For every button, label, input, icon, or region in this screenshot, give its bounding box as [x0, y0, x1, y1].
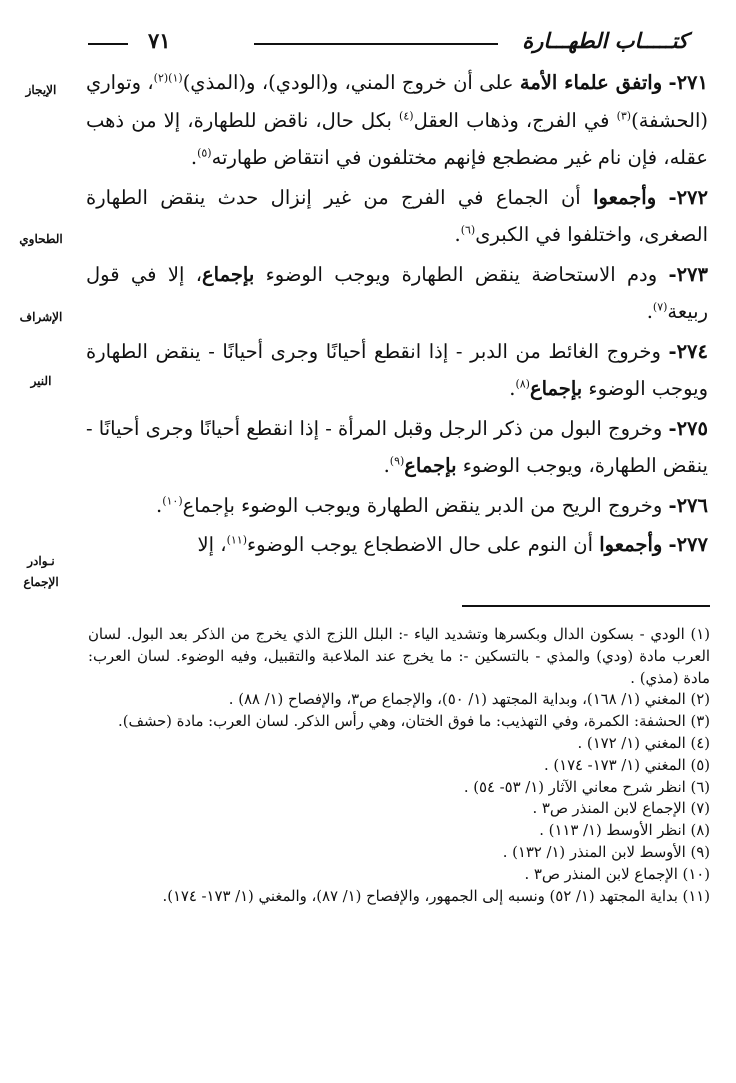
- paragraph-bold: بإجماع: [529, 377, 583, 400]
- paragraph-lead: واتفق علماء الأمة: [519, 71, 663, 94]
- paragraph-text: وخروج الغائط من الدبر - إذا انقطع أحيانًا وجرى أحيانًا - ينقض الطهارة ويوجب الوضوء: [86, 339, 708, 400]
- paragraph-number: ٢٧٣-: [668, 262, 708, 286]
- paragraph-lead: وأجمعوا: [599, 533, 663, 556]
- paragraph-number: ٢٧٦-: [668, 493, 708, 517]
- side-note-nayyir: النير: [30, 374, 52, 388]
- paragraph-text: أن النوم على حال الاضطجاع يوجب الوضوء: [247, 533, 600, 556]
- header-rule-short: [88, 43, 128, 45]
- paragraph-274: [86, 333, 708, 408]
- footnote-ref: (١)(٢): [153, 71, 183, 85]
- paragraph-271: [86, 64, 708, 177]
- footnote-ref: (٣): [616, 109, 632, 122]
- paragraph-277: [86, 526, 708, 564]
- footnote-7: (٧) الإجماع لابن المنذر ص٣ .: [532, 800, 710, 818]
- footnote-9: (٩) الأوسط لابن المنذر (١/ ١٣٢) .: [502, 843, 710, 861]
- footnote-ref: (٧): [652, 300, 668, 314]
- paragraph-bold: بإجماع: [404, 454, 457, 477]
- page-number: ٧١: [148, 28, 171, 53]
- side-note-ijma: الإجماع: [23, 575, 59, 589]
- paragraph-text: وخروج الريح من الدبر ينقض الطهارة ويوجب الوضوء بإجماع: [182, 493, 669, 517]
- footnote-10: (١٠) الإجماع لابن المنذر ص٣ .: [524, 865, 710, 883]
- paragraph-end: .: [454, 223, 461, 246]
- footnote-6: (٦) انظر شرح معاني الآثار (١/ ٥٣- ٥٤) .: [463, 778, 710, 796]
- paragraph-end: .: [190, 146, 198, 169]
- footnote-11: (١١) بداية المجتهد (١/ ٥٢) ونسبه إلى الجمهور، والإفصاح (١/ ٨٧)، والمغني (١/ ١٧٣- ١٧٤).: [162, 887, 710, 905]
- paragraph-number: ٢٧٥-: [668, 416, 708, 440]
- paragraph-end: .: [509, 377, 516, 400]
- page-header: [88, 24, 688, 58]
- footnote-4: (٤) المغني (١/ ١٧٢) .: [577, 734, 710, 752]
- paragraph-bold: بإجماع: [202, 262, 255, 286]
- paragraph-text: بكل حال، ناقض للطهارة، إلا من ذهب عقله، فإن نام غير مضطجع فإنهم مختلفون في انتقاض طهارته: [86, 108, 708, 169]
- paragraph-text: ، وتواري (الحشفة): [86, 71, 708, 132]
- side-note-ishraf: الإشراف: [19, 310, 63, 324]
- paragraph-text: في الفرج، وذهاب العقل: [413, 108, 617, 132]
- paragraph-276: [86, 487, 708, 525]
- paragraph-end: ، إلا: [197, 533, 227, 556]
- paragraph-text: وخروج البول من ذكر الرجل وقبل المرأة - إذا انقطع أحيانًا وجرى أحيانًا - ينقض الطهارة، ويوجب الوضوء: [86, 416, 708, 477]
- footnote-2: (٢) المغني (١/ ١٦٨)، وبداية المجتهد (١/ ٥٠)، والإجماع ص٣، والإفصاح (١/ ٨٨) .: [228, 691, 710, 709]
- footnote-1: (١) الودي - بسكون الدال وبكسرها وتشديد الياء -: البلل اللزج الذي يخرج من الذكر بعد البول. لسان العرب مادة (ودي) والمذي - بالتسكين -: ما يخرج عند الملاعبة والتقبيل، وفيه الوضوء. لسان العرب: مادة (مذي) .: [88, 626, 710, 687]
- footnote-8: (٨) انظر الأوسط (١/ ١١٣) .: [539, 822, 710, 840]
- footnote-3: (٣) الحشفة: الكمرة، وفي التهذيب: ما فوق الختان، وهي رأس الذكر. لسان العرب: مادة (حشف).: [118, 713, 710, 731]
- footnote-ref: (٥): [197, 146, 212, 160]
- paragraph-275: [86, 410, 708, 485]
- footnote-ref: (١٠): [162, 494, 183, 507]
- paragraph-end: .: [156, 493, 163, 517]
- footnote-ref: (٨): [515, 377, 530, 391]
- footnote-separator: [462, 605, 710, 607]
- paragraph-end: .: [646, 300, 653, 323]
- paragraph-text: ، إلا في قول ربيعة: [86, 262, 708, 323]
- header-title: كتـــــاب الطهـــارة: [522, 28, 688, 53]
- paragraph-number: ٢٧١-: [668, 71, 708, 94]
- header-rule: [254, 43, 498, 45]
- footnote-ref: (٦): [460, 223, 476, 237]
- footnote-ref: (١١): [226, 533, 247, 547]
- paragraph-text: على أن خروج المني، و(الودي)، و(المذي): [182, 71, 520, 94]
- paragraph-number: ٢٧٢-: [668, 185, 708, 209]
- paragraph-text: أن الجماع في الفرج من غير إنزال حدث ينقض الطهارة الصغرى، واختلفوا في الكبرى: [86, 185, 708, 246]
- paragraph-273: [86, 256, 708, 331]
- paragraph-lead: وأجمعوا: [593, 185, 657, 209]
- side-note-nawadir: نـوادر: [27, 554, 55, 568]
- paragraph-272: [86, 179, 708, 254]
- footnotes: [88, 624, 710, 907]
- paragraph-text: ودم الاستحاضة ينقض الطهارة ويوجب الوضوء: [254, 262, 669, 286]
- main-text: [86, 64, 708, 564]
- paragraph-end: .: [383, 454, 390, 477]
- footnote-ref: (٤): [399, 109, 414, 122]
- paragraph-number: ٢٧٤-: [668, 339, 708, 363]
- side-note-tahawi: الطحاوي: [19, 232, 63, 246]
- footnote-ref: (٩): [389, 454, 405, 468]
- side-note-ijaz: الإيجاز: [25, 83, 57, 97]
- footnote-5: (٥) المغني (١/ ١٧٣- ١٧٤) .: [543, 756, 710, 774]
- paragraph-number: ٢٧٧-: [668, 533, 708, 556]
